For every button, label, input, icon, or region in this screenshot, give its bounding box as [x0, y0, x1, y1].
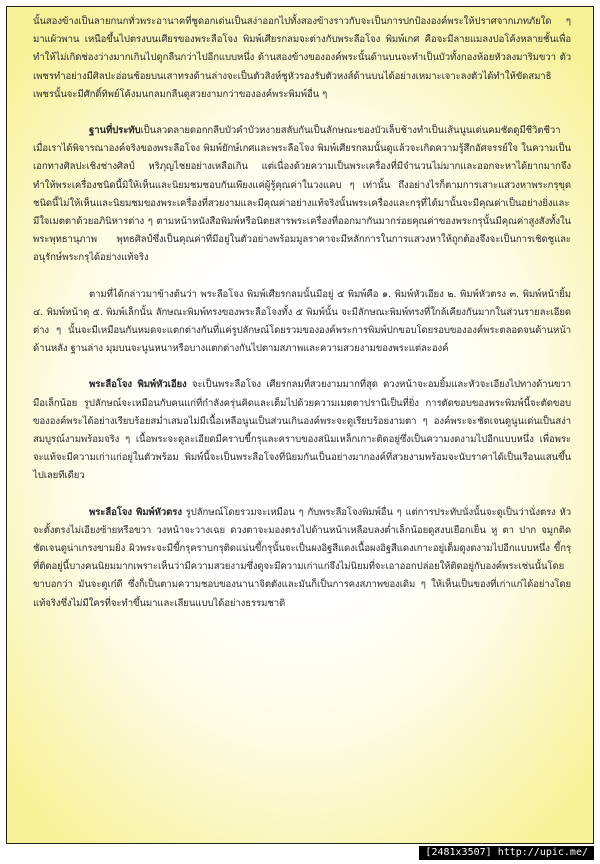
paragraph-2-text: เป็นลวดลายดอกกลีบบัวคำบัวหงายสลับกันเป็นลักษณะของบัวเล็บช้างทำเป็นเส้นนูนเด่นคมชัดดูมีชีวิตชีวา เมื่อเราได้พิจารณาองค์จริงของพระลือโจง พิมพ์ยักษ์เกศและพระลือโจง พิมพ์เศียรกลมนั้นดูแล้วจะเกิดความรู้สึกอัศจรรย์ใจ ในความเป็นเอกทางศิลปะเชิงช่างศิลป์ หริภุญไชยอย่างเหลือเกิน แต่เนื่องด้วยความเป็นพระเครื่องที่มีจำนวนไม่มากและออกจะหาได้ยากมากจึงทำให้พระเครื่องชนิดนี้มิให้เห็นและนิยมชมชอบกันเพียงแค่ผู้รู้คุณค่าในวงแคบ ๆ เท่านั้น ถึงอย่างไรก็ตามการเสาะแสวงหาพระกรุขุดชนิดนี้ไม่ให้เห็นและนิยมชมของพระเครื่องที่สวยงามและมีคุณค่าอย่างแท้จริงนั้นพระเครื่องและกรุที่ได้มานั้นจะมีคุณค่าเป็นอย่างยิ่งและมีใจเมตตาด้วยอภินิหารต่าง ๆ ตามหน้าหนังสือพิมพ์หรือนิตยสารพระเครื่องที่ออกมากันมากร่อยคุณค่าของพระกรุนั้นมีคุณค่าสูงสังทั้งในพระพุทธานุภาพ พุทธศิลป์ซึ่งเป็นคุณค่าที่มีอยู่ในตัวอย่างพร้อมมูลราคาจะมีหลักการในการแสวงหาให้ถูกต้องจึงจะเป็นการเชิดชูและอนุรักษ์พระกรุได้อย่างแท้จริง — [33, 125, 571, 264]
paragraph-1-text: นั้นสองข้างเป็นลายกนกทั่วพระอานาคที่ชูดอกเด่นเป็นสง่าออกไปทั้งสองข้างราวกับจะเป็นการปกป้ององค์พระให้ปราศจากเภทภัยใด ๆ มาแผ้วพาน เหนือขึ้นไปตรงบนเศียรของพระลือโจง พิมพ์เศียรกลมจะต่างกับพระลือโจง พิมพ์เกศ คือจะมีลายแมลงปอโค้งหลายชั้นเพื่อทำให้ไม่เกิดช่องว่างมากเกินไปดูกลืนกว่าไปอีกแบบหนึ่ง ด้านสองข้างขององค์พระนั้นด้านบนจะทำเป็นบัวทั้งกองห้อยหัวลงมาริมขวา ตัวเพชรทำอย่างมีศิลปะอ่อนช้อยบนเสาทรงด้านล่างจะเป็นตัวสิงห์ชูหัวรองรับตัวหงส์ด้านบนได้อย่างเหมาะเจาะลงตัวได้ทำให้ขัดสมาธิเพชรนั้นจะมีศักดิ์ทิพย์โค้งมนกลมกลืนดูสวยงามกว่าขององค์พระพิมพ์อื่น ๆ — [33, 16, 571, 100]
paragraph-3 — [33, 286, 571, 359]
paragraph-4-lead: พระลือโจง พิมพ์หัวเอียง — [89, 379, 187, 391]
image-info-text: [2481x3507] — [425, 847, 492, 858]
image-source-badge — [419, 846, 594, 860]
paragraph-5 — [33, 504, 571, 613]
paragraph-2 — [33, 122, 571, 268]
source-url-link[interactable]: http://upic.me/ — [497, 847, 588, 858]
paragraph-2-lead: ฐานที่ประทับ — [89, 125, 141, 137]
paragraph-1 — [33, 13, 571, 104]
paragraph-5-text: รูปลักษณ์โดยรวมจะเหมือน ๆ กับพระลือโจงพิมพ์อื่น ๆ แต่การประทับนั่งนั้นจะดูเป็นว่านั่งตรง หัวจะตั้งตรงไม่เอียงซ้ายหรือขวา วงหน้าจะวางเฉย ดวงตาจะมองตรงไปด้านหน้าเหลือบลงต่ำเล็กน้อยดูสงบเยือกเย็น หู ตา ปาก จมูกติดชัดเจนดูน่าเกรงขามยิ่ง ผิวพระจะมีขี้กรุคราบกรุติดแน่นขี้กรุนั้นจะเป็นผงอิฐสีแดงเนื้อผงอิฐสีแดงเกาะอยู่เต็มดูงดงามไปอีกแบบหนึ่ง ขี้กรุที่ติดอยู่นี้บางคนนิยมมากเพราะเห็นว่ามีความสวยงามซึ่งดูจะมีความเก่าแก่จึงไม่นิยมที่จะเอาออกปล่อยให้ติดอยู่กับองค์พระเช่นนั้นโดยขาบอกว่า มันจะดูเก๋ดี ซึ่งก็เป็นตามความชอบของนานาจิตตังและมันก็เป็นการคงสภาพของเดิม ๆ ให้เห็นเป็นของที่เก่าแก่ได้อย่างโดยแท้จริงซึ่งไม่มีใครที่จะทำขึ้นมาและเลียนแบบได้อย่างธรรมชาติ — [33, 506, 571, 609]
paragraph-3-text: ตามที่ได้กล่าวมาข้างต้นว่า พระลือโจง พิมพ์เศียรกลมนั้นมีอยู่ ๕ พิมพ์คือ ๑. พิมพ์หัวเอียง ๒. พิมพ์หัวตรง ๓. พิมพ์หน้ายิ้ม ๔. พิมพ์หน้าดุ ๕. พิมพ์เล็กนั้น ลักษณะพิมพ์ทรงของพระลือโจงทั้ง ๕ พิมพ์นั้น จะมีลักษณะพิมพ์ทรงที่ใกล้เคียงกันมากในส่วนรายละเอียดต่าง ๆ นั้นจะมีเหมือนกันหมดจะแตกต่างกันที่แค่รูปลักษณ์โดยรวมขององค์พระการพิมพ์ปกขอบโดยรอบขององค์พระตลอดจนด้านหน้าด้านหลัง ฐานล่าง มุมบนจะนูนหนาหรือบางแตกต่างกันไปตามสภาพและความสวยงามของพระแต่ละองค์ — [33, 288, 571, 355]
document-body — [33, 13, 571, 631]
paragraph-5-lead: พระลือโจง พิมพ์หัวตรง — [89, 506, 182, 518]
paragraph-4-text: จะเป็นพระลือโจง เศียรกลมที่สวยงามมากที่สุด ดวงหน้าจะอมยิ้มและหัวจะเอียงไปทางด้านขวามือเล็กน้อย รูปลักษณ์จะเหมือนกับคนแก่ที่กำลังครุ่นคิดและเต็มไปด้วยความเมตตาปรานีเป็นที่ยิ่ง การตัดขอบของพระพิมพ์นี้จะตัดขอบขององค์พระได้อย่างเรียบร้อยสม่ำเสมอไม่มีเนื้อเหลือนูนเป็นส่วนเกินองค์พระจะดูเรียบร้อยงามตา ๆ องค์พระจะชัดเจนดูนูนเด่นเป็นสง่าสมบูรณ์งามพร้อมจริง ๆ เนื้อพระจะดูละเอียดมีคราบขี้กรุและคราบของสนิมเหล็กเกาะติดอยู่ซึ่งเป็นความงดงามไปอีกแบบหนึ่ง เพื่อพระจะแท้จะมีความเก่าแก่อยู่ในตัวพร้อม พิมพ์นี้จะเป็นพระลือโจงที่นิยมกันเป็นอย่างมากองค์ที่สวยงามพร้อมจะนับราคาได้เป็นเรือนแสนขึ้นไปเลยทีเดียว — [33, 379, 571, 482]
document-page — [6, 6, 594, 844]
paragraph-4 — [33, 376, 571, 485]
